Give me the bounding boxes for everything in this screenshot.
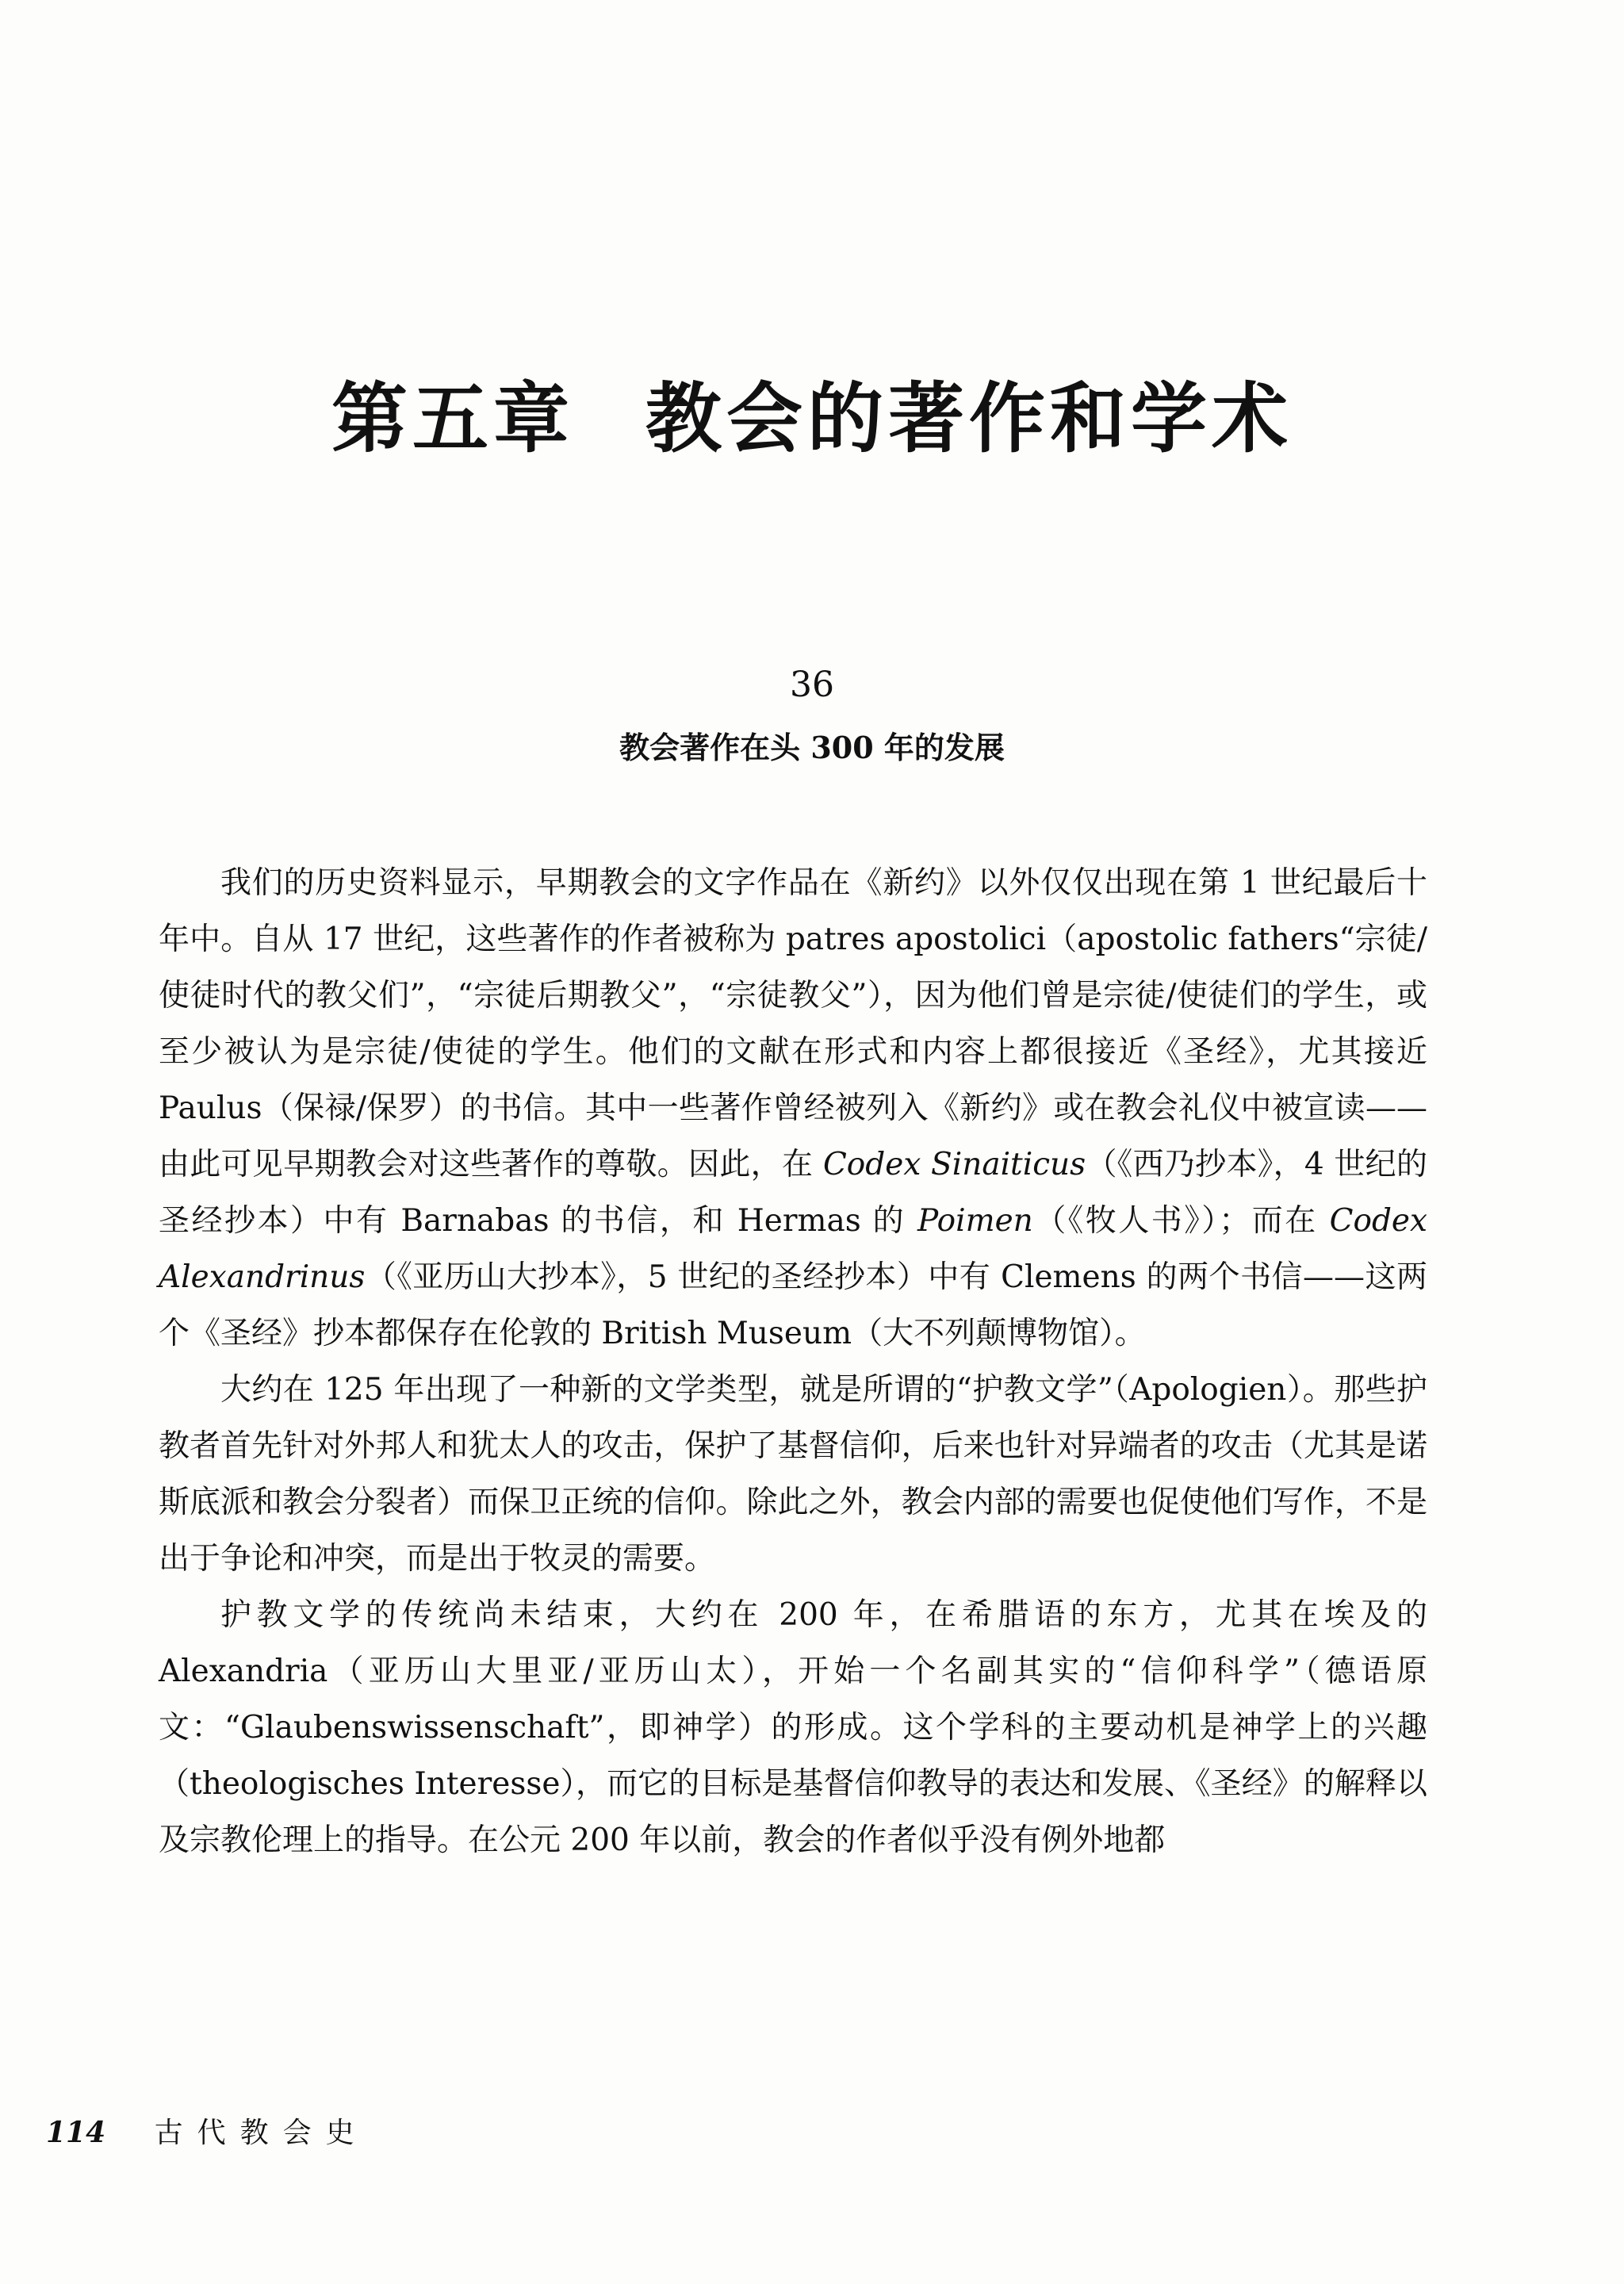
paragraph-text: 大约在 125 年出现了一种新的文学类型，就是所谓的“护教文学”（Apologien）。那些护教者首先针对外邦人和犹太人的攻击，保护了基督信仰，后来也针对异端者的攻击（尤其是诺斯底派和教会分裂者）而保卫正统的信仰。除此之外，教会内部的需要也促使他们写作，不是出于争论和冲突，而是出于牧灵的需要。 (159, 1372, 1427, 1577)
paragraph-text: （《牧人书》）；而在 (1032, 1203, 1330, 1239)
page-footer (46, 2116, 369, 2150)
body-paragraph-2 (159, 1362, 1427, 1587)
italic-title: Poimen (917, 1203, 1033, 1239)
chapter-title: 教会的著作和学术 (645, 374, 1293, 463)
body-text (159, 855, 1427, 1868)
section-number: 36 (790, 665, 834, 705)
paragraph-text: 护教文学的传统尚未结束，大约在 200 年，在希腊语的东方，尤其在埃及的 Alexandria（亚历山大里亚/亚历山太），开始一个名副其实的“信仰科学”（德语原文：“Glaubenswissenschaft”，即神学）的形成。这个学科的主要动机是神学上的兴趣（theologisches Interesse），而它的目标是基督信仰教导的表达和发展、《圣经》的解释以及宗教伦理上的指导。在公元 200 年以前，教会的作者似乎没有例外地都 (159, 1597, 1427, 1858)
section-title: 教会著作在头 300 年的发展 (619, 730, 1005, 765)
italic-title: Codex Alexandrinus (159, 1203, 1427, 1295)
paragraph-text: （《亚历山大抄本》，5 世纪的圣经抄本）中有 Clemens 的两个书信——这两个《圣经》抄本都保存在伦敦的 British Museum（大不列颠博物馆）。 (159, 1259, 1427, 1351)
page-number: 114 (46, 2116, 106, 2149)
chapter-number-label: 第五章 (331, 374, 574, 463)
paragraph-text: 我们的历史资料显示，早期教会的文字作品在《新约》以外仅仅出现在第 1 世纪最后十年中。自从 17 世纪，这些著作的作者被称为 patres apostolici（apostolic fathers“宗徒/使徒时代的教父们”，“宗徒后期教父”，“宗徒教父”），因为他们曾是宗徒/使徒们的学生，或至少被认为是宗徒/使徒的学生。他们的文献在形式和内容上都很接近《圣经》，尤其接近 Paulus（保禄/保罗）的书信。其中一些著作曾经被列入《新约》或在教会礼仪中被宣读——由此可见早期教会对这些著作的尊敬。因此，在 (159, 865, 1427, 1182)
body-paragraph-3 (159, 1587, 1427, 1868)
paragraph-text: （《西乃抄本》，4 世纪的圣经抄本）中有 Barnabas 的书信，和 Hermas 的 (159, 1147, 1427, 1239)
running-book-title: 古代教会史 (154, 2117, 369, 2149)
italic-title: Codex Sinaiticus (822, 1147, 1086, 1182)
chapter-heading (0, 373, 1624, 464)
body-paragraph-1 (159, 855, 1427, 1362)
